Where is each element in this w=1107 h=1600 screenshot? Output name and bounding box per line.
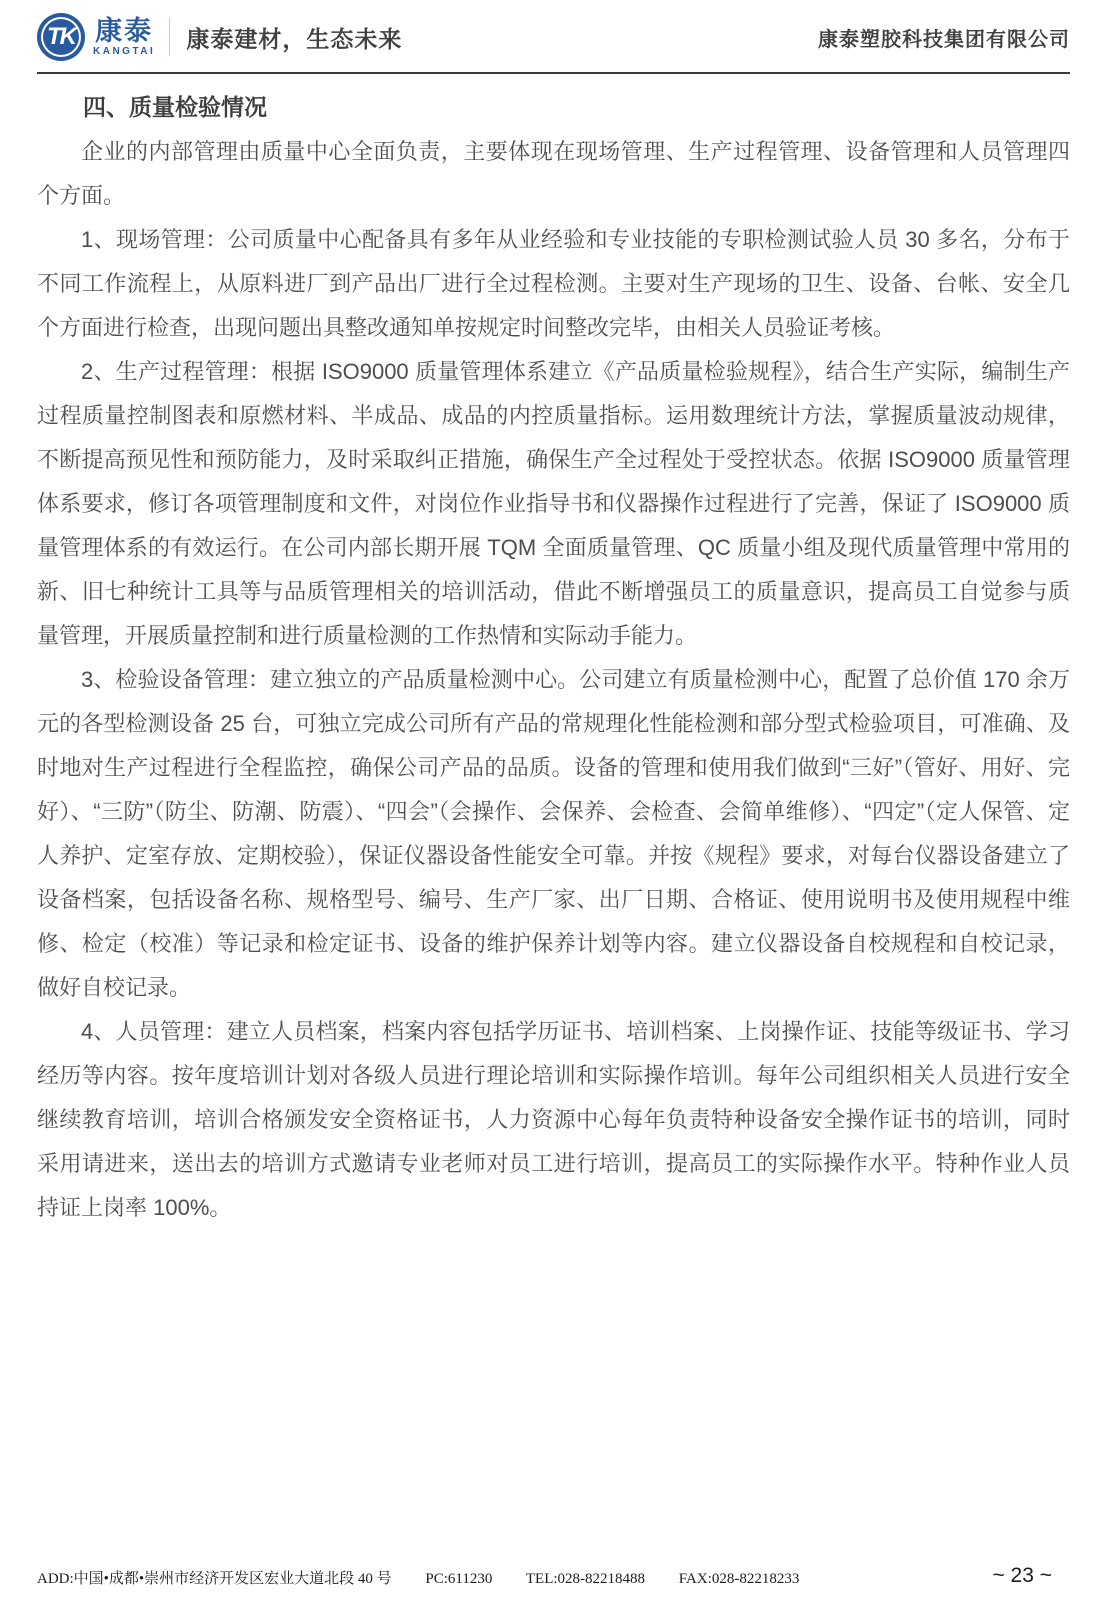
footer-postal-code: PC:611230 [425, 1571, 493, 1587]
page-header [37, 12, 1070, 74]
header-divider [169, 18, 170, 56]
body-paragraph: 1、现场管理：公司质量中心配备具有多年从业经验和专业技能的专职检测试验人员 30 多名，分布于不同工作流程上，从原料进厂到产品出厂进行全过程检测。主要对生产现场的卫生、设备、台帐、安全几个方面进行检查，出现问题出具整改通知单按规定时间整改完毕，由相关人员验证考核。 [37, 227, 1070, 340]
company-logo [37, 13, 402, 61]
body-paragraph: 企业的内部管理由质量中心全面负责，主要体现在现场管理、生产过程管理、设备管理和人员管理四个方面。 [37, 139, 1070, 208]
footer-contact-info [37, 1567, 799, 1588]
body-paragraph: 4、人员管理：建立人员档案，档案内容包括学历证书、培训档案、上岗操作证、技能等级证书、学习经历等内容。按年度培训计划对各级人员进行理论培训和实际操作培训。每年公司组织相关人员进行安全继续教育培训，培训合格颁发安全资格证书，人力资源中心每年负责特种设备安全操作证书的培训，同时采用请进来，送出去的培训方式邀请专业老师对员工进行培训，提高员工的实际操作水平。特种作业人员持证上岗率 100%。 [37, 1019, 1070, 1220]
footer-tel: TEL:028-82218488 [525, 1571, 646, 1587]
company-tagline: 康泰建材，生态未来 [186, 25, 403, 52]
company-name: 康泰塑胶科技集团有限公司 [818, 28, 1070, 51]
footer-address: ADD:中国•成都•崇州市经济开发区宏业大道北段 40 号 [37, 1571, 392, 1587]
brand-name-cn: 康泰 [95, 15, 154, 46]
kangtai-logo-icon [37, 13, 85, 61]
paragraph-container [37, 130, 1070, 1230]
page-number: ~ 23 ~ [992, 1564, 1052, 1587]
body-paragraph: 3、检验设备管理：建立独立的产品质量检测中心。公司建立有质量检测中心，配置了总价值 170 余万元的各型检测设备 25 台，可独立完成公司所有产品的常规理化性能检测和部分型式检验项目，可准确、及时地对生产过程进行全程监控，确保公司产品的品质。设备的管理和使用我们做到“三好”（管好、用好、完好）、“三防”（防尘、防潮、防震）、“四会”（会操作、会保养、会检查、会简单维修）、“四定”（定人保管、定人养护、定室存放、定期校验），保证仪器设备性能安全可靠。并按《规程》要求，对每台仪器设备建立了设备档案，包括设备名称、规格型号、编号、生产厂家、出厂日期、合格证、使用说明书及使用规程中维修、检定（校准）等记录和检定证书、设备的维护保养计划等内容。建立仪器设备自校规程和自校记录，做好自校记录。 [37, 667, 1070, 1000]
body-paragraph: 2、生产过程管理：根据 ISO9000 质量管理体系建立《产品质量检验规程》，结合生产实际，编制生产过程质量控制图表和原燃材料、半成品、成品的内控质量指标。运用数理统计方法，掌握质量波动规律，不断提高预见性和预防能力，及时采取纠正措施，确保生产全过程处于受控状态。依据 ISO9000 质量管理体系要求，修订各项管理制度和文件，对岗位作业指导书和仪器操作过程进行了完善，保证了 ISO9000 质量管理体系的有效运行。在公司内部长期开展 TQM 全面质量管理、QC 质量小组及现代质量管理中常用的新、旧七种统计工具等与品质管理相关的培训活动，借此不断增强员工的质量意识，提高员工自觉参与质量管理，开展质量控制和进行质量检测的工作热情和实际动手能力。 [37, 359, 1070, 648]
document-body [37, 84, 1070, 1230]
brand-name-block [93, 15, 156, 57]
footer-fax: FAX:028-82218233 [678, 1571, 800, 1587]
brand-name-en: KANGTAI [93, 45, 156, 57]
section-heading: 四、质量检验情况 [83, 94, 267, 120]
page-footer [37, 1564, 1070, 1588]
logo-circle-text: TK [47, 23, 75, 50]
